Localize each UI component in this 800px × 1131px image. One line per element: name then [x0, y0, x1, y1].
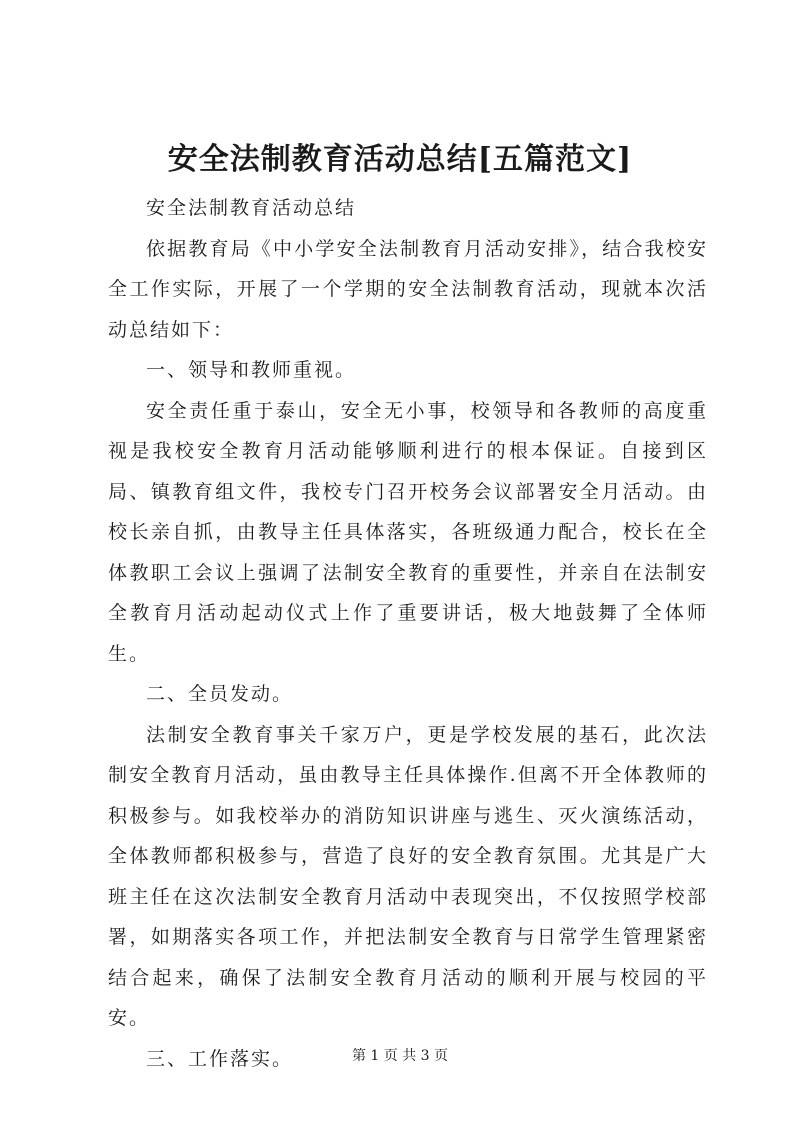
document-body [108, 188, 708, 1079]
section-heading-3: 三、工作落实。 [146, 1047, 294, 1070]
section-2-paragraph: 法制安全教育事关千家万户，更是学校发展的基石，此次法制安全教育月活动，虽由教导主任具体操作.但离不开全体教师的积极参与。如我校举办的消防知识讲座与逃生、灭火演练活动，全体教师都积极参与，营造了良好的安全教育氛围。尤其是广大班主任在这次法制安全教育月活动中表现突出，不仅按照学校部署，如期落实各项工作，并把法制安全教育与日常学生管理紧密结合起来，确保了法制安全教育月活动的顺利开展与校园的平安。 [108, 723, 708, 1029]
section-heading-2: 二、全员发动。 [146, 683, 294, 705]
section-heading-1: 一、领导和教师重视。 [146, 359, 357, 381]
document-title: 安全法制教育活动总结[五篇范文] [167, 142, 633, 177]
page-number-footer: 第 1 页 共 3 页 [351, 1048, 449, 1064]
subtitle-paragraph: 安全法制教育活动总结 [146, 197, 357, 219]
section-1-paragraph: 安全责任重于泰山，安全无小事，校领导和各教师的高度重视是我校安全教育月活动能够顺利进行的根本保证。自接到区局、镇教育组文件，我校专门召开校务会议部署安全月活动。由校长亲自抓，由教导主任具体落实，各班级通力配合，校长在全体教职工会议上强调了法制安全教育的重要性，并亲自在法制安全教育月活动起动仪式上作了重要讲话，极大地鼓舞了全体师生。 [108, 399, 708, 665]
intro-paragraph: 依据教育局《中小学安全法制教育月活动安排》，结合我校安全工作实际，开展了一个学期的安全法制教育活动，现就本次活动总结如下： [108, 237, 708, 341]
